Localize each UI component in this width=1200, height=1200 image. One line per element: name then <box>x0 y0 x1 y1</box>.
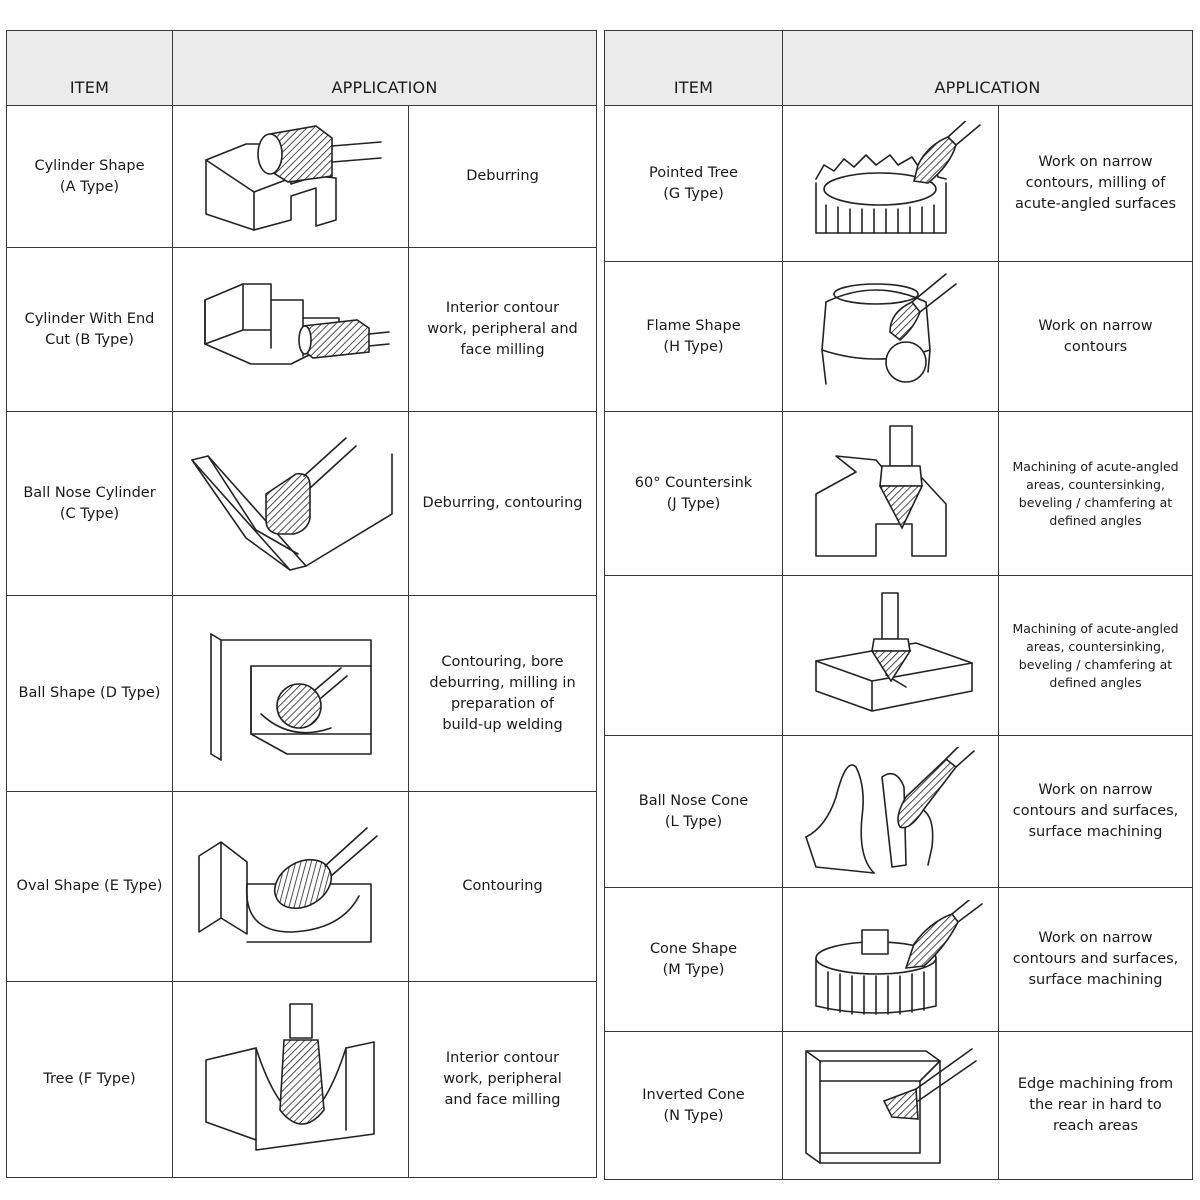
item-label: Tree (F Type) <box>43 1071 136 1087</box>
item-label: Inverted Cone (N Type) <box>642 1086 745 1124</box>
table-row <box>7 248 597 412</box>
item-label: Ball Nose Cone (L Type) <box>638 792 749 830</box>
item-label: Oval Shape (E Type) <box>16 878 163 894</box>
table-row <box>7 982 597 1178</box>
cylinder-burr-deburring-icon <box>196 118 386 236</box>
table-row <box>605 1032 1193 1180</box>
table-row <box>7 106 597 248</box>
item-label: Ball Shape (D Type) <box>18 685 161 701</box>
application-text: Work on narrow contours, milling of acute-angled surfaces <box>1014 154 1177 212</box>
left-application-header: APPLICATION <box>173 31 597 106</box>
application-text: Contouring, bore deburring, milling in preparation of build-up welding <box>429 653 576 733</box>
table-row <box>605 262 1193 412</box>
item-label: Cylinder Shape (A Type) <box>34 157 145 195</box>
left-item-header: ITEM <box>7 31 173 106</box>
left-burr-table <box>6 30 597 1178</box>
item-label: Flame Shape (H Type) <box>646 317 741 355</box>
item-label: 60° Countersink (J Type) <box>634 474 753 512</box>
right-application-header: APPLICATION <box>783 31 1193 106</box>
tree-burr-milling-icon <box>196 1000 386 1160</box>
cylinder-end-cut-burr-milling-icon <box>191 270 391 390</box>
oval-burr-contouring-icon <box>191 822 391 952</box>
countersink-burr-block-icon <box>796 591 986 721</box>
cone-burr-fins-icon <box>796 900 986 1020</box>
table-row <box>7 792 597 982</box>
inverted-cone-burr-edge-icon <box>796 1041 986 1171</box>
item-label: Pointed Tree (G Type) <box>649 164 738 202</box>
application-text: Work on narrow contours <box>1038 317 1153 355</box>
table-row <box>605 576 1193 736</box>
right-burr-table <box>604 30 1193 1180</box>
application-text: Work on narrow contours and surfaces, surface machining <box>1012 782 1179 840</box>
flame-burr-contour-icon <box>796 272 986 402</box>
table-row <box>605 412 1193 576</box>
right-header-row <box>605 31 1193 106</box>
right-item-header: ITEM <box>605 31 783 106</box>
table-row <box>605 736 1193 888</box>
pointed-tree-burr-gear-icon <box>796 121 986 247</box>
table-row <box>605 888 1193 1032</box>
application-text: Contouring <box>462 878 543 894</box>
application-text: Deburring <box>466 168 539 184</box>
item-label: Cylinder With End Cut (B Type) <box>24 310 155 348</box>
table-row <box>7 412 597 596</box>
ball-nose-cylinder-burr-icon <box>186 434 396 574</box>
table-row <box>605 106 1193 262</box>
left-header-row <box>7 31 597 106</box>
application-text: Work on narrow contours and surfaces, surface machining <box>1012 930 1179 988</box>
countersink-burr-bracket-icon <box>796 424 986 564</box>
item-label: Cone Shape (M Type) <box>649 940 738 978</box>
application-text: Interior contour work, peripheral and face milling <box>427 300 578 358</box>
item-label: Ball Nose Cylinder (C Type) <box>23 484 156 522</box>
application-text: Machining of acute-angled areas, countersinking, beveling / chamfering at defined angles <box>1012 620 1179 690</box>
ball-burr-bore-icon <box>191 624 391 764</box>
application-text: Deburring, contouring <box>422 495 583 511</box>
application-text: Interior contour work, peripheral and face milling <box>443 1050 562 1108</box>
ball-nose-cone-burr-icon <box>796 747 986 877</box>
table-row <box>7 596 597 792</box>
application-text: Edge machining from the rear in hard to reach areas <box>1017 1076 1174 1134</box>
application-text: Machining of acute-angled areas, countersinking, beveling / chamfering at defined angles <box>1012 458 1179 528</box>
